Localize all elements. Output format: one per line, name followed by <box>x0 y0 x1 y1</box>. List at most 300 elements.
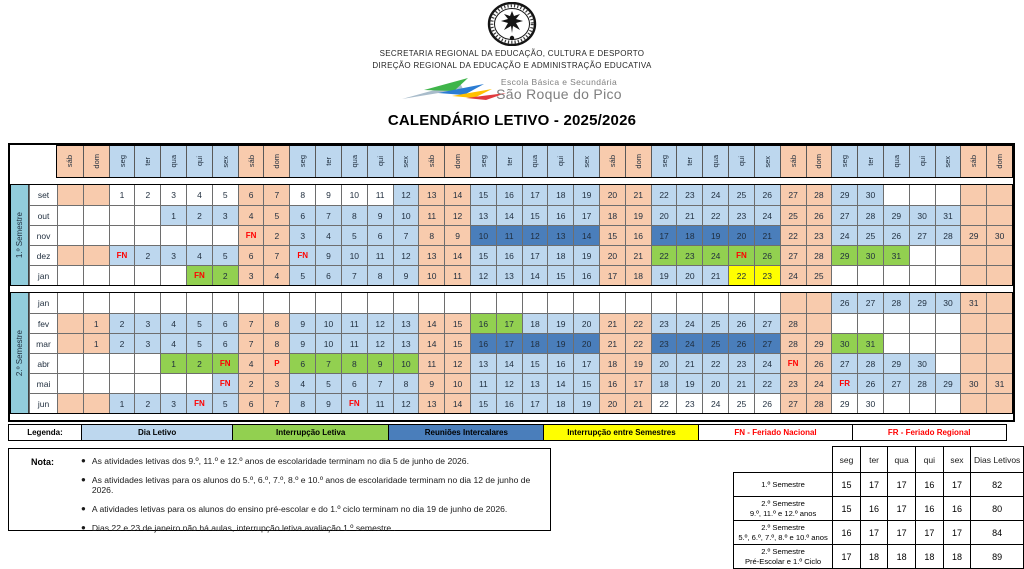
day-cell: 23 <box>651 333 677 353</box>
day-cell: 23 <box>754 265 780 285</box>
day-cell: 4 <box>186 245 212 265</box>
day-cell: 14 <box>418 313 444 333</box>
summary-total-header: Dias Letivos <box>971 447 1024 473</box>
weekday-label: qui <box>194 156 204 167</box>
weekday-header-ter <box>315 146 341 177</box>
day-cell: 10 <box>341 185 367 205</box>
semester-label-text: 2.º Semestre <box>15 329 24 377</box>
day-cell: 13 <box>470 353 496 373</box>
weekday-label: sáb <box>246 155 256 168</box>
weekday-header-qui <box>909 146 935 177</box>
day-cell: 11 <box>367 185 393 205</box>
day-cell <box>289 293 315 313</box>
day-cell: 8 <box>263 333 289 353</box>
day-cell <box>651 293 677 313</box>
day-cell: 25 <box>806 265 832 285</box>
day-cell <box>109 353 135 373</box>
semester-blocks <box>10 184 1013 414</box>
day-cell: 21 <box>728 373 754 393</box>
day-cell <box>960 245 986 265</box>
day-cell: 6 <box>341 373 367 393</box>
day-cell: 13 <box>418 185 444 205</box>
weekday-header-dom <box>986 146 1012 177</box>
weekday-header-qua <box>160 146 186 177</box>
day-cell: 11 <box>418 205 444 225</box>
day-cell <box>883 393 909 413</box>
day-cell: 16 <box>470 333 496 353</box>
day-cell: 17 <box>573 353 599 373</box>
month-label-mar: mar <box>29 333 57 353</box>
day-cell: 30 <box>960 373 986 393</box>
day-cell <box>806 293 832 313</box>
notes-list <box>81 456 542 533</box>
day-cell: 31 <box>935 205 961 225</box>
day-cell <box>806 313 832 333</box>
day-cell: 13 <box>496 265 522 285</box>
holiday-cell: FN <box>238 225 264 245</box>
day-cell <box>134 225 160 245</box>
summary-col-header: seg <box>833 447 861 473</box>
day-cell: 13 <box>418 393 444 413</box>
day-cell <box>935 353 961 373</box>
day-cell: 2 <box>263 225 289 245</box>
day-cell: 23 <box>676 245 702 265</box>
day-cell: 22 <box>702 353 728 373</box>
summary-row <box>734 497 1024 521</box>
day-cell: 19 <box>547 333 573 353</box>
summary-row-label: 2.º Semestre 5.º, 6.º, 7.º, 8.º e 10.º anos <box>734 521 833 545</box>
summary-col-header: sex <box>943 447 971 473</box>
day-cell: 17 <box>522 245 548 265</box>
day-cell <box>57 313 83 333</box>
day-cell: 24 <box>676 313 702 333</box>
weekday-header-ter <box>676 146 702 177</box>
day-cell: 22 <box>651 393 677 413</box>
weekday-header-qua <box>883 146 909 177</box>
weekday-header-ter <box>134 146 160 177</box>
weekday-label: dom <box>91 154 101 169</box>
day-cell: 26 <box>754 393 780 413</box>
weekday-header-qua <box>341 146 367 177</box>
day-cell: 30 <box>857 185 883 205</box>
day-cell <box>960 265 986 285</box>
day-cell: 27 <box>909 225 935 245</box>
month-label-jun: jun <box>29 393 57 413</box>
day-cell: 26 <box>754 245 780 265</box>
day-cell: 29 <box>831 245 857 265</box>
day-cell: 4 <box>238 205 264 225</box>
note-text: As atividades letivas dos 9.º, 11.º e 12.º anos de escolaridade terminam no dia 5 de junho de 2026. <box>91 456 469 466</box>
day-cell <box>109 373 135 393</box>
day-cell <box>315 293 341 313</box>
day-cell: 8 <box>393 373 419 393</box>
day-cell: 26 <box>728 313 754 333</box>
day-cell: 12 <box>444 205 470 225</box>
day-cell: 28 <box>806 393 832 413</box>
day-cell <box>986 245 1012 265</box>
day-cell: 22 <box>651 185 677 205</box>
legend-item: FN - Feriado Nacional <box>698 424 853 441</box>
weekday-label: sáb <box>65 155 75 168</box>
day-cell: 17 <box>522 185 548 205</box>
day-cell: 23 <box>651 313 677 333</box>
day-cell: 8 <box>263 313 289 333</box>
day-cell: 20 <box>599 393 625 413</box>
summary-row <box>734 473 1024 497</box>
day-cell: 15 <box>470 245 496 265</box>
day-cell: 5 <box>212 393 238 413</box>
day-cell: 4 <box>160 313 186 333</box>
day-cell: 19 <box>625 205 651 225</box>
day-cell: 5 <box>315 373 341 393</box>
day-cell: 18 <box>547 245 573 265</box>
weekday-label: dom <box>272 154 282 169</box>
day-cell: 24 <box>780 265 806 285</box>
day-cell: 23 <box>676 185 702 205</box>
day-cell: 19 <box>651 265 677 285</box>
summary-total-cell: 82 <box>971 473 1024 497</box>
day-cell: 24 <box>702 393 728 413</box>
day-cell: 28 <box>780 313 806 333</box>
day-cell: 7 <box>263 393 289 413</box>
day-cell <box>186 293 212 313</box>
weekday-header-sex <box>935 146 961 177</box>
day-cell: 14 <box>444 393 470 413</box>
day-cell: 19 <box>573 393 599 413</box>
day-cell: 17 <box>651 225 677 245</box>
day-cell: 18 <box>625 265 651 285</box>
day-cell <box>134 293 160 313</box>
holiday-cell: FN <box>212 373 238 393</box>
day-cell: 11 <box>367 245 393 265</box>
day-cell <box>109 293 135 313</box>
day-cell: 19 <box>676 373 702 393</box>
day-cell <box>909 185 935 205</box>
day-cell: 9 <box>444 225 470 245</box>
day-cell: 21 <box>676 205 702 225</box>
day-cell: 11 <box>341 313 367 333</box>
summary-total-cell: 80 <box>971 497 1024 521</box>
bullet-icon: ● <box>81 475 86 484</box>
weekday-header-sab <box>599 146 625 177</box>
day-cell: 27 <box>754 313 780 333</box>
weekday-header-sex <box>212 146 238 177</box>
day-cell: 20 <box>702 373 728 393</box>
day-cell: 17 <box>625 373 651 393</box>
summary-value-cell: 17 <box>888 473 916 497</box>
day-cell: 30 <box>831 333 857 353</box>
day-cell: 25 <box>728 393 754 413</box>
day-cell: 28 <box>780 333 806 353</box>
day-cell: 20 <box>573 313 599 333</box>
legend-item: Interrupção Letiva <box>232 424 389 441</box>
summary-value-cell: 16 <box>943 497 971 521</box>
day-cell: 28 <box>857 353 883 373</box>
day-cell <box>134 205 160 225</box>
day-cell: 9 <box>315 245 341 265</box>
day-cell <box>212 225 238 245</box>
day-cell <box>83 393 109 413</box>
weekday-header-row <box>10 145 1013 178</box>
weekday-header-qui <box>547 146 573 177</box>
day-cell: 2 <box>134 245 160 265</box>
weekday-label: ter <box>866 157 876 166</box>
weekday-label: sáb <box>788 155 798 168</box>
weekday-label: seg <box>478 155 488 168</box>
day-cell: 6 <box>289 353 315 373</box>
notes-box <box>8 448 551 531</box>
holiday-cell: FN <box>186 265 212 285</box>
day-cell: 2 <box>212 265 238 285</box>
day-cell <box>599 293 625 313</box>
weekday-label: ter <box>504 157 514 166</box>
day-cell: 6 <box>238 185 264 205</box>
semester-block-1 <box>10 184 1013 286</box>
day-cell <box>935 185 961 205</box>
summary-value-cell: 17 <box>888 497 916 521</box>
day-cell: 10 <box>315 333 341 353</box>
day-cell <box>909 245 935 265</box>
day-cell: 18 <box>522 333 548 353</box>
day-cell <box>160 293 186 313</box>
weekday-label: dom <box>995 154 1005 169</box>
day-cell: 30 <box>857 245 883 265</box>
holiday-cell: P <box>263 353 289 373</box>
day-cell: 25 <box>702 333 728 353</box>
month-label-jan: jan <box>29 293 57 313</box>
weekday-label: sex <box>943 155 953 168</box>
day-cell: 1 <box>83 333 109 353</box>
day-cell: 5 <box>212 245 238 265</box>
day-cell: 7 <box>315 205 341 225</box>
day-cell <box>418 293 444 313</box>
day-cell <box>960 205 986 225</box>
day-cell <box>109 265 135 285</box>
note-text: A atividades letivas para os alunos do ensino pré-escolar e do 1.º ciclo terminam no dia 19 de junho de 2026. <box>91 504 508 514</box>
weekday-label: ter <box>143 157 153 166</box>
day-cell: 2 <box>134 393 160 413</box>
day-cell: 27 <box>883 373 909 393</box>
day-cell: 10 <box>315 313 341 333</box>
day-cell <box>57 185 83 205</box>
day-cell <box>909 265 935 285</box>
day-cell: 14 <box>496 205 522 225</box>
day-cell: 26 <box>831 293 857 313</box>
day-cell: 21 <box>599 313 625 333</box>
weekday-header-dom <box>263 146 289 177</box>
calendar-table <box>8 143 1015 422</box>
weekday-header-qui <box>186 146 212 177</box>
day-cell: 17 <box>522 393 548 413</box>
day-cell <box>883 313 909 333</box>
day-cell: 15 <box>599 225 625 245</box>
day-cell <box>496 293 522 313</box>
day-cell: 29 <box>909 293 935 313</box>
weekday-headers <box>56 145 1013 178</box>
day-cell: 13 <box>547 225 573 245</box>
holiday-cell: FR <box>831 373 857 393</box>
day-cell <box>754 293 780 313</box>
day-cell <box>186 373 212 393</box>
weekday-label: qui <box>556 156 566 167</box>
day-cell: 22 <box>754 373 780 393</box>
legend-bar <box>8 424 1007 441</box>
day-cell <box>935 313 961 333</box>
day-cell <box>109 205 135 225</box>
day-cell <box>83 293 109 313</box>
summary-value-cell: 17 <box>943 473 971 497</box>
day-cell: 13 <box>393 313 419 333</box>
day-cell: 23 <box>728 205 754 225</box>
day-cell: 4 <box>160 333 186 353</box>
day-cell <box>960 353 986 373</box>
day-cell: 15 <box>444 313 470 333</box>
day-cell <box>134 265 160 285</box>
day-cell: 7 <box>263 245 289 265</box>
day-cell: 14 <box>444 185 470 205</box>
day-cell: 25 <box>857 225 883 245</box>
summary-row <box>734 545 1024 569</box>
day-cell <box>83 353 109 373</box>
day-cell: 30 <box>909 205 935 225</box>
day-cell <box>444 293 470 313</box>
legend-item: Dia Letivo <box>81 424 234 441</box>
day-cell: 10 <box>393 353 419 373</box>
day-cell <box>160 265 186 285</box>
day-cell: 29 <box>960 225 986 245</box>
day-cell: 23 <box>780 373 806 393</box>
day-cell: 14 <box>444 245 470 265</box>
day-cell <box>960 393 986 413</box>
day-cell: 14 <box>522 265 548 285</box>
day-cell: 27 <box>831 353 857 373</box>
weekday-label: sáb <box>427 155 437 168</box>
summary-total-cell: 89 <box>971 545 1024 569</box>
month-label-nov: nov <box>29 225 57 245</box>
header-corner-cell <box>10 145 56 178</box>
day-cell: 27 <box>780 393 806 413</box>
day-cell: 20 <box>651 353 677 373</box>
day-cell: 3 <box>160 245 186 265</box>
weekday-label: seg <box>840 155 850 168</box>
day-cell <box>960 333 986 353</box>
day-cell: 9 <box>315 393 341 413</box>
summary-row-label: 2.º Semestre 9.º, 11.º e 12.º anos <box>734 497 833 521</box>
day-cell <box>857 313 883 333</box>
semester-label-text: 1.º Semestre <box>15 211 24 259</box>
day-cell <box>986 353 1012 373</box>
day-cell: 24 <box>676 333 702 353</box>
day-cell: 27 <box>780 185 806 205</box>
weekday-header-sab <box>418 146 444 177</box>
day-cell: 20 <box>573 333 599 353</box>
day-cell: 20 <box>599 245 625 265</box>
day-cell: 29 <box>806 333 832 353</box>
weekday-label: dom <box>633 154 643 169</box>
day-cell: 2 <box>186 353 212 373</box>
note-item <box>81 475 542 495</box>
day-cell <box>986 333 1012 353</box>
day-cell: 10 <box>470 225 496 245</box>
day-cell: 24 <box>702 245 728 265</box>
day-cell <box>57 245 83 265</box>
day-cell: 7 <box>315 353 341 373</box>
weekday-header-sab <box>238 146 264 177</box>
day-cell: 6 <box>212 333 238 353</box>
day-cell: 15 <box>470 185 496 205</box>
weekday-label: sex <box>220 155 230 168</box>
weekday-header-qui <box>728 146 754 177</box>
day-cell <box>57 205 83 225</box>
day-cell: 13 <box>522 373 548 393</box>
day-cell: 18 <box>599 205 625 225</box>
day-cell: 28 <box>806 245 832 265</box>
note-item <box>81 504 542 514</box>
school-logo-swoosh-icon <box>402 78 510 102</box>
month-label-fev: fev <box>29 313 57 333</box>
day-cell: 23 <box>806 225 832 245</box>
day-cell: 1 <box>109 185 135 205</box>
day-cell: 18 <box>676 225 702 245</box>
day-cell: 11 <box>341 333 367 353</box>
note-item <box>81 456 542 466</box>
weekday-header-sab <box>57 146 83 177</box>
month-label-mai: mai <box>29 373 57 393</box>
day-cell: 1 <box>160 205 186 225</box>
day-cell: 29 <box>883 205 909 225</box>
day-cell: 7 <box>238 333 264 353</box>
day-cell: 30 <box>857 393 883 413</box>
day-cell <box>909 393 935 413</box>
day-cell: 6 <box>238 393 264 413</box>
day-cell: 11 <box>367 393 393 413</box>
day-cell: 26 <box>857 373 883 393</box>
weekday-header-dom <box>83 146 109 177</box>
semester-label <box>11 185 29 285</box>
bullet-icon: ● <box>81 456 86 465</box>
summary-value-cell: 17 <box>888 521 916 545</box>
day-cell: 28 <box>909 373 935 393</box>
day-cell: 6 <box>315 265 341 285</box>
day-cell: 26 <box>754 185 780 205</box>
day-cell: 3 <box>160 393 186 413</box>
weekday-label: dom <box>453 154 463 169</box>
day-cell <box>83 245 109 265</box>
day-cell: 27 <box>857 293 883 313</box>
day-cell <box>909 333 935 353</box>
day-cell: 17 <box>599 265 625 285</box>
day-cell: 5 <box>341 225 367 245</box>
day-cell: 21 <box>676 353 702 373</box>
note-text: As atividades letivas para os alunos do 5.º, 6.º, 7.º, 8.º e 10.º anos de escolaridade terminam no dia 12 de junho de 2026. <box>91 475 531 495</box>
day-cell: 26 <box>806 353 832 373</box>
day-cell: 4 <box>315 225 341 245</box>
day-cell: 25 <box>780 205 806 225</box>
day-cell <box>676 293 702 313</box>
weekday-header-sex <box>393 146 419 177</box>
day-cell: 10 <box>393 205 419 225</box>
summary-value-cell: 16 <box>916 497 943 521</box>
day-cell: 15 <box>573 373 599 393</box>
day-cell <box>728 293 754 313</box>
weekday-label: qua <box>349 155 359 168</box>
page-title: CALENDÁRIO LETIVO - 2025/2026 <box>387 112 637 129</box>
day-cell: 8 <box>418 225 444 245</box>
day-cell: 2 <box>109 313 135 333</box>
day-cell: 10 <box>418 265 444 285</box>
bullet-icon: ● <box>81 504 86 513</box>
day-cell: 8 <box>367 265 393 285</box>
